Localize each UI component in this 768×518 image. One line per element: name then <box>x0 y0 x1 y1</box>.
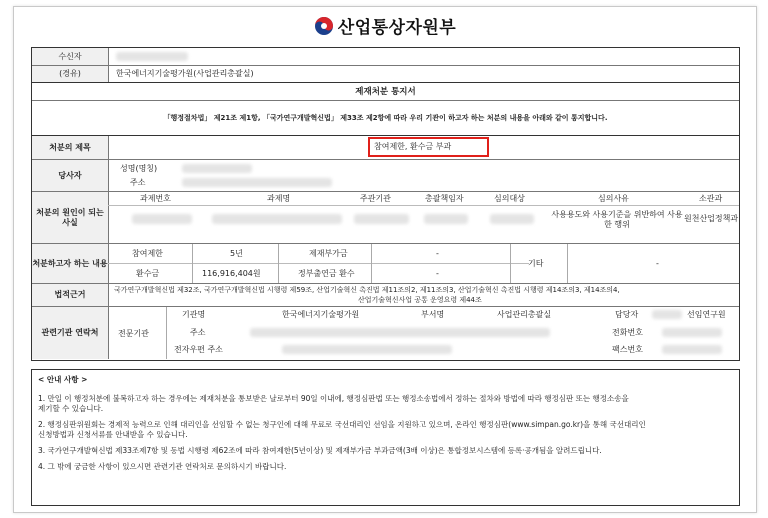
redacted-fax <box>662 345 722 354</box>
highlight-box <box>368 137 489 157</box>
via-value: 한국에너지기술평가원(사업관리총괄실) <box>116 69 254 78</box>
via-label: (경유) <box>32 66 109 82</box>
surcharge-value: - <box>436 249 439 258</box>
fax-label: 팩스번호 <box>612 345 643 354</box>
government-emblem-icon <box>314 16 334 36</box>
cause-row <box>32 192 739 244</box>
redacted-pi <box>424 214 468 224</box>
guide-item-2: 2. 행정심판위원회는 경제적 능력으로 인해 대리인을 선임할 수 없는 청구인에 대해 무료로 국선대리인 선임을 지원하고 있으며, 온라인 행정심판(www.simpan.go.kr)을 통해 국선대리인 <box>38 420 646 429</box>
phone-label: 전화번호 <box>612 328 643 337</box>
content-row <box>32 244 739 284</box>
document-page <box>13 6 757 513</box>
redacted-contact-address <box>250 328 550 337</box>
content-label: 처분하고자 하는 내용 <box>32 244 109 283</box>
guide-item-1: 1. 만일 이 행정처분에 불복하고자 하는 경우에는 제재처분을 통보받은 날로부터 90일 이내에, 행정심판법 또는 행정소송법에서 정하는 절차와 방법에 따라 행정심판 또는 행정소송을 <box>38 394 629 403</box>
content-col-divider-4 <box>510 244 511 283</box>
disposition-title-value: 참여제한, 환수금 부과 <box>374 142 452 151</box>
header-dept: 소관과 <box>699 194 723 203</box>
content-col-divider-2 <box>278 244 279 283</box>
party-name-label: 성명(명칭) <box>120 164 158 173</box>
guide-box <box>31 369 740 506</box>
cause-label: 처분의 원인이 되는 사실 <box>32 192 109 243</box>
dept-value: 사업관리총괄실 <box>497 310 552 319</box>
header-project-no: 과제번호 <box>140 194 171 203</box>
notice-title: 제재처분 통지서 <box>355 87 416 97</box>
org-label: 기관명 <box>182 310 206 319</box>
redacted-email <box>282 345 452 354</box>
content-divider <box>108 263 529 264</box>
redacted-lead-org <box>354 214 409 224</box>
content-col-divider-1 <box>192 244 193 283</box>
header-pi: 총괄책임자 <box>425 194 464 203</box>
guide-item-1-cont: 제기할 수 있습니다. <box>38 404 104 413</box>
disposition-title-row <box>32 136 739 160</box>
content-col-divider-5 <box>567 244 568 283</box>
contact-divider <box>166 307 167 359</box>
letterhead <box>14 13 756 43</box>
header-subject: 심의대상 <box>494 194 525 203</box>
addr-label: 주소 <box>190 328 206 337</box>
redacted-project-no <box>132 214 192 224</box>
guide-item-4: 4. 그 밖에 궁금한 사항이 있으시면 관련기관 연락처로 문의하시기 바랍니다. <box>38 462 287 471</box>
legal-basis-line2: 산업기술혁신사업 공통 운영요령 제44조 <box>358 296 482 304</box>
other-value: - <box>656 259 659 268</box>
notice-title-row <box>32 83 739 101</box>
legal-basis-line1: 국가연구개발혁신법 제32조, 국가연구개발혁신법 시행령 제59조, 산업기술혁신 촉진법 제11조의2, 제11조의3, 산업기술혁신 촉진법 시행령 제14조의3, 제14조의4, <box>114 286 620 294</box>
header-reason: 심의사유 <box>598 194 629 203</box>
guide-item-2-cont: 신청방법과 신청서류를 안내받을 수 있습니다. <box>38 430 188 439</box>
redacted-name <box>182 164 252 173</box>
notice-form <box>31 47 740 361</box>
ministry-name: 산업통상자원부 <box>337 18 457 38</box>
contact-label: 관련기관 연락처 <box>32 307 109 359</box>
recipient-label: 수신자 <box>32 48 109 65</box>
manager-value: 선임연구원 <box>687 310 726 319</box>
other-label: 기타 <box>528 259 544 268</box>
party-row <box>32 160 739 192</box>
email-label: 전자우편 주소 <box>174 345 223 354</box>
intro-text: 「행정절차법」 제21조 제1항, 「국가연구개발혁신법」 제33조 제2항에 따라 우리 기관이 하고자 하는 처분의 내용을 아래와 같이 통지합니다. <box>163 114 608 122</box>
via-row <box>32 66 739 83</box>
redacted-phone <box>662 328 722 337</box>
header-project-name: 과제명 <box>267 194 291 203</box>
legal-basis-label: 법적근거 <box>32 284 109 306</box>
redacted-address <box>182 178 332 187</box>
refund-label: 환수금 <box>136 269 160 278</box>
refund-value: 116,916,404원 <box>202 269 261 278</box>
surcharge-label: 제재부가금 <box>309 249 348 258</box>
header-lead-org: 주관기관 <box>360 194 391 203</box>
contact-row <box>32 307 739 359</box>
gov-refund-label: 정부출연금 환수 <box>298 269 355 278</box>
cause-header-divider <box>108 205 739 206</box>
guide-item-3: 3. 국가연구개발혁신법 제33조제7항 및 동법 시행령 제62조에 따라 참여제한(5년이상) 및 제재부가금 부과금액(3배 이상)은 통합정보시스템에 등록·공개됨을 알려드립니다. <box>38 446 602 455</box>
disposition-title-label: 처분의 제목 <box>32 136 109 159</box>
redacted-manager <box>652 310 682 319</box>
manager-label: 담당자 <box>615 310 639 319</box>
party-label: 당사자 <box>32 160 109 191</box>
restriction-value: 5년 <box>230 249 243 258</box>
dept-label: 부서명 <box>421 310 445 319</box>
party-address-label: 주소 <box>130 178 146 187</box>
cause-dept: 원천산업정책과 <box>684 214 739 223</box>
gov-refund-value: - <box>436 269 439 278</box>
expert-label: 전문기관 <box>118 329 149 338</box>
org-value: 한국에너지기술평가원 <box>282 310 360 319</box>
cause-reason: 사용용도와 사용기준을 위반하여 사용한 행위 <box>551 210 683 229</box>
recipient-row <box>32 48 739 66</box>
redacted-project-name <box>212 214 342 224</box>
intro-row <box>32 101 739 136</box>
legal-basis-row <box>32 284 739 307</box>
guide-title: < 안내 사항 > <box>38 375 88 384</box>
redacted-subject <box>490 214 534 224</box>
content-col-divider-3 <box>371 244 372 283</box>
redacted-recipient <box>116 52 188 61</box>
restriction-label: 참여제한 <box>132 249 163 258</box>
